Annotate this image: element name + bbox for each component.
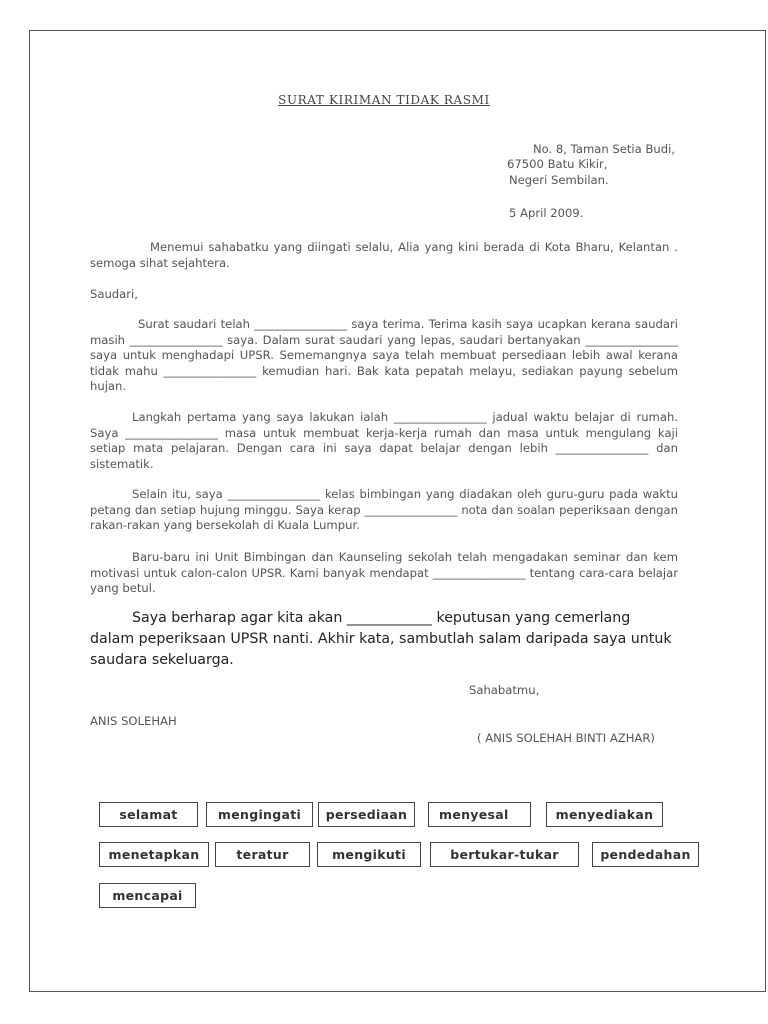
address-line-1: No. 8, Taman Setia Budi, [533, 142, 675, 156]
word-box[interactable]: persediaan [318, 802, 415, 827]
word-box[interactable]: menyediakan [546, 802, 663, 827]
word-box[interactable]: teratur [215, 842, 310, 867]
word-box[interactable]: pendedahan [592, 842, 699, 867]
letter-date: 5 April 2009. [509, 206, 584, 220]
salutation: Saudari, [90, 287, 138, 301]
paragraph-3: Selain itu, saya ________________ kelas bimbingan yang diadakan oleh guru-guru pada waktu petang dan setiap hujung minggu. Saya kerap ________________ nota dan soalan peperiksaan dengan rakan-rakan yang bersekolah di Kuala Lumpur. [90, 487, 678, 532]
word-box[interactable]: menyesal [428, 802, 531, 827]
paragraph-4: Baru-baru ini Unit Bimbingan dan Kaunseling sekolah telah mengadakan seminar dan kem motivasi untuk calon-calon UPSR. Kami banyak mendapat ________________ tentang cara-cara belajar yang betul. [90, 550, 678, 595]
paragraph-1: Surat saudari telah ________________ saya terima. Terima kasih saya ucapkan kerana saudari masih ________________ saya. Dalam surat saudari yang lepas, saudari bertanyakan ________________ saya untuk menghadapi UPSR. Sememangnya saya telah membuat persediaan lebih awal kerana tidak mahu ________________ kemudian hari. Bak kata pepatah melayu, sediakan payung sebelum hujan. [90, 317, 678, 393]
greeting-paragraph: Menemui sahabatku yang diingati selalu, Alia yang kini berada di Kota Bharu, Kelantan . semoga sihat sejahtera. [90, 240, 678, 270]
closing-paragraph: Saya berharap agar kita akan ____________ keputusan yang cemerlang dalam peperiksaan UPSR nanti. Akhir kata, sambutlah salam daripada saya untuk saudara sekeluarga. [90, 610, 672, 668]
paragraph-2: Langkah pertama yang saya lakukan ialah ________________ jadual waktu belajar di rumah. Saya ________________ masa untuk membuat kerja-kerja rumah dan masa untuk mengulang kaji setiap mata pelajaran. Dengan cara ini saya dapat belajar dengan lebih ________________ dan sistematik. [90, 410, 678, 471]
word-box[interactable]: mengikuti [317, 842, 421, 867]
word-box[interactable]: selamat [99, 802, 198, 827]
letter-title: SURAT KIRIMAN TIDAK RASMI [278, 93, 490, 107]
address-line-3: Negeri Sembilan. [509, 173, 609, 187]
full-name: ( ANIS SOLEHAH BINTI AZHAR) [477, 731, 655, 745]
signature: ANIS SOLEHAH [90, 714, 177, 728]
word-box[interactable]: menetapkan [99, 842, 209, 867]
word-box[interactable]: bertukar-tukar [430, 842, 579, 867]
signoff: Sahabatmu, [469, 683, 540, 697]
address-line-2: 67500 Batu Kikir, [507, 157, 608, 171]
word-box[interactable]: mencapai [99, 883, 196, 908]
word-box[interactable]: mengingati [206, 802, 313, 827]
